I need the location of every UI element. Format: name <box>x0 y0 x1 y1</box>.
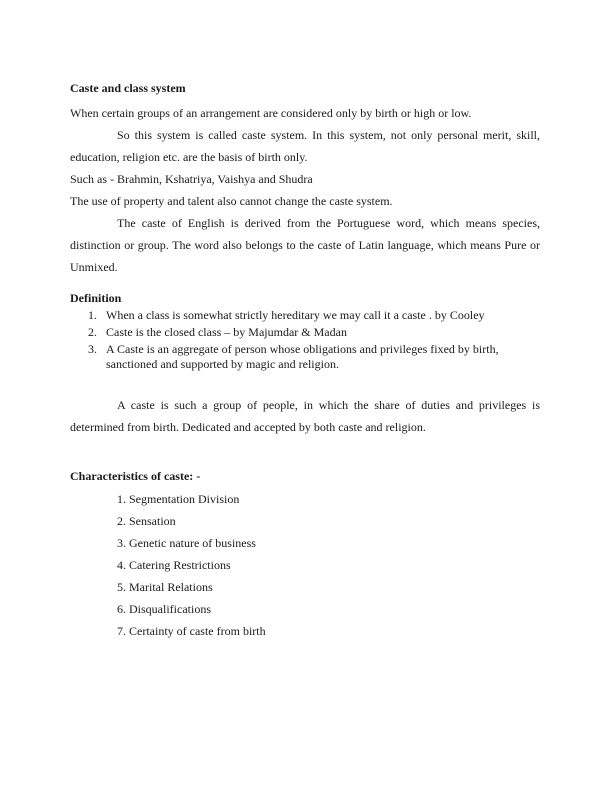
definition-text: A Caste is an aggregate of person whose obligations and privileges fixed by birth, sanctioned and supported by magic and religion. <box>106 342 499 371</box>
paragraph-caste-definition: A caste is such a group of people, in which the share of duties and privileges is determined from birth. Dedicated and accepted by both caste and religion. <box>70 398 540 434</box>
paragraph-etymology: The caste of English is derived from the Portuguese word, which means species, distinction or group. The word also belongs to the caste of Latin language, which means Pure or Unmixed. <box>70 216 540 274</box>
list-item: 1. Segmentation Division <box>117 492 240 506</box>
paragraph-intro: When certain groups of an arrangement are considered only by birth or high or low. <box>70 106 472 120</box>
characteristics-heading: Characteristics of caste: - <box>70 469 201 483</box>
definition-item <box>88 308 540 323</box>
definition-list <box>70 308 540 372</box>
list-item: 3. Genetic nature of business <box>117 536 256 550</box>
definition-item <box>88 342 540 372</box>
characteristics-list <box>70 488 540 642</box>
paragraph-property: The use of property and talent also cannot change the caste system. <box>70 194 393 208</box>
list-item: 5. Marital Relations <box>117 580 213 594</box>
definition-number: 2. <box>88 325 97 339</box>
list-item: 4. Catering Restrictions <box>117 558 231 572</box>
definition-text: Caste is the closed class – by Majumdar & Madan <box>106 325 347 339</box>
definition-heading: Definition <box>70 291 122 305</box>
list-item: 7. Certainty of caste from birth <box>117 624 266 638</box>
definition-number: 3. <box>88 342 97 356</box>
definition-number: 1. <box>88 308 97 322</box>
section-title: Caste and class system <box>70 81 186 95</box>
list-item: 2. Sensation <box>117 514 176 528</box>
page-content <box>70 80 540 642</box>
list-item: 6. Disqualifications <box>117 602 211 616</box>
definition-text: When a class is somewhat strictly hereditary we may call it a caste . by Cooley <box>106 308 485 322</box>
paragraph-such-as: Such as - Brahmin, Kshatriya, Vaishya and Shudra <box>70 172 313 186</box>
definition-item <box>88 325 540 340</box>
paragraph-caste-system: So this system is called caste system. In this system, not only personal merit, skill, education, religion etc. are the basis of birth only. <box>70 128 540 164</box>
